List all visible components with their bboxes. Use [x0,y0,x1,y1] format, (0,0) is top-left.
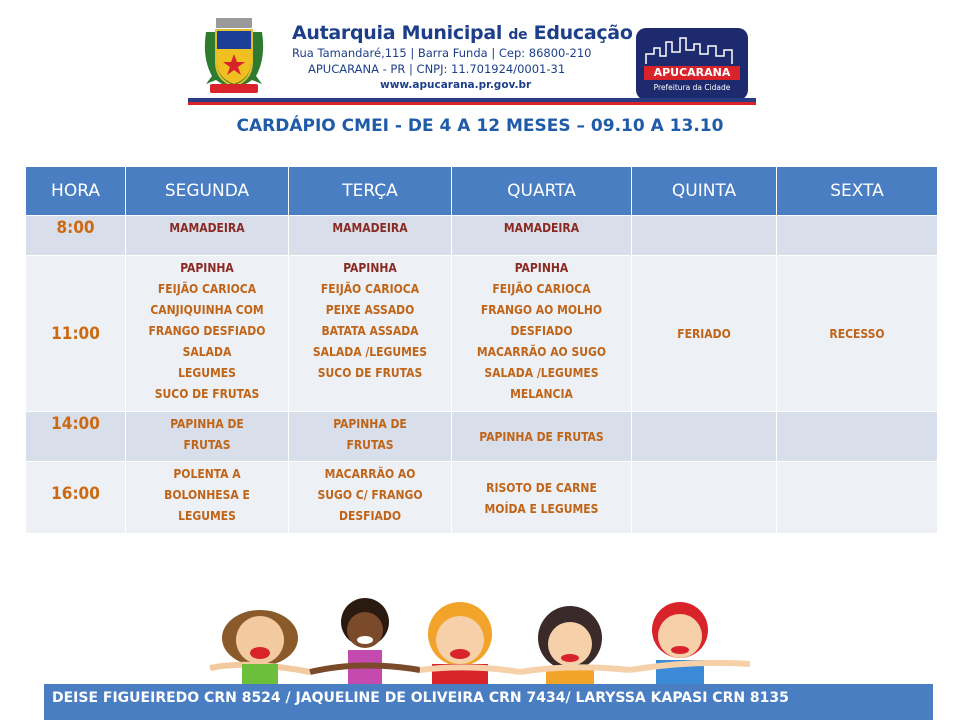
cell-line: FRUTAS [346,438,394,452]
hour-cell: 11:00 [26,256,126,412]
cell-line: MACARRÃO AO [324,467,416,481]
cell-line: POLENTA A [173,467,241,481]
skyline-icon [636,28,748,68]
cell-line: PAPINHA [343,261,397,275]
header-quinta: QUINTA [632,167,777,216]
cell-line: FRUTAS [183,438,231,452]
logo-subtitle: Prefeitura da Cidade [653,83,731,92]
children-holding-hands-illustration [190,598,760,688]
cell-line: PAPINHA [180,261,234,275]
table-row [26,216,938,256]
hour-cell: 16:00 [26,462,126,534]
organization-address: Rua Tamandaré,115 | Barra Funda | Cep: 86800-210 [292,46,592,60]
organization-name: Autarquia Municipal de Educação [292,22,633,44]
monday-cell [126,462,289,534]
monday-cell: MAMADEIRA [126,216,289,256]
cell-line: SUGO C/ FRANGO [317,488,423,502]
organization-city: APUCARANA - PR | CNPJ: 11.701924/0001-31 [308,62,566,76]
cell-line: PAPINHA [514,261,569,275]
hour-cell: 8:00 [26,216,126,256]
monday-cell [126,256,289,412]
header-quarta: QUARTA [452,167,632,216]
letterhead [188,14,756,106]
cell-line: SUCO DE FRUTAS [317,366,423,380]
city-crest-icon [202,18,266,98]
cell-line: LEGUMES [178,366,236,380]
thursday-cell [632,412,777,462]
organization-website: www.apucarana.pr.gov.br [380,79,532,91]
header-sexta: SEXTA [777,167,938,216]
thursday-cell [632,462,777,534]
cell-line: LEGUMES [178,509,236,523]
friday-cell [777,462,938,534]
header-divider-accent [188,102,756,105]
cell-line: BOLONHESA E [164,488,250,502]
cell-line: PAPINHA DE [170,417,244,431]
prefeitura-logo [636,28,748,100]
friday-cell [777,216,938,256]
thursday-cell [632,216,777,256]
tuesday-cell [289,412,452,462]
table-row [26,256,938,412]
logo-wordmark: APUCARANA [644,66,740,80]
cell-line: SUCO DE FRUTAS [154,387,260,401]
cell-line: PEIXE ASSADO [325,303,415,317]
monday-cell [126,412,289,462]
menu-table [25,166,938,534]
wednesday-cell: MAMADEIRA [452,216,632,256]
organization-info [292,22,633,91]
tuesday-cell [289,256,452,412]
tuesday-cell: MAMADEIRA [289,216,452,256]
header-hora: HORA [26,167,126,216]
tuesday-cell [289,462,452,534]
cell-line: BATATA ASSADA [321,324,419,338]
cell-line: FEIJÃO CARIOCA [157,282,257,296]
wednesday-cell [452,462,632,534]
wednesday-cell [452,256,632,412]
table-row [26,412,938,462]
cell-line: MELANCIA [510,387,573,401]
cell-line: SALADA [182,345,232,359]
menu-title: CARDÁPIO CMEI - DE 4 A 12 MESES – 09.10 A 13.10 [236,116,724,136]
wednesday-cell: PAPINHA DE FRUTAS [452,412,632,462]
cell-line: FRANGO DESFIADO [148,324,266,338]
cell-line: FEIJÃO CARIOCA [492,282,591,296]
cell-line: SALADA /LEGUMES [312,345,428,359]
nutritionists-footer: DEISE FIGUEIREDO CRN 8524 / JAQUELINE DE OLIVEIRA CRN 7434/ LARYSSA KAPASI CRN 8135 [42,684,933,720]
thursday-cell: FERIADO [632,256,777,412]
header-terca: TERÇA [289,167,452,216]
cell-line: PAPINHA DE [333,417,407,431]
cell-line: MACARRÃO AO SUGO [476,345,607,359]
cell-line: SALADA /LEGUMES [484,366,599,380]
cell-line: DESFIADO [338,509,401,523]
header-segunda: SEGUNDA [126,167,289,216]
cell-line: RISOTO DE CARNE [486,480,597,495]
table-row [26,462,938,534]
table-header-row [26,167,938,216]
cell-line: DESFIADO [510,324,573,338]
hour-cell: 14:00 [26,412,126,462]
cell-line: MOÍDA E LEGUMES [484,501,599,516]
cell-line: FRANGO AO MOLHO [480,303,603,317]
cell-line: FEIJÃO CARIOCA [320,282,420,296]
cell-line: CANJIQUINHA COM [150,303,264,317]
friday-cell: RECESSO [777,256,938,412]
friday-cell [777,412,938,462]
